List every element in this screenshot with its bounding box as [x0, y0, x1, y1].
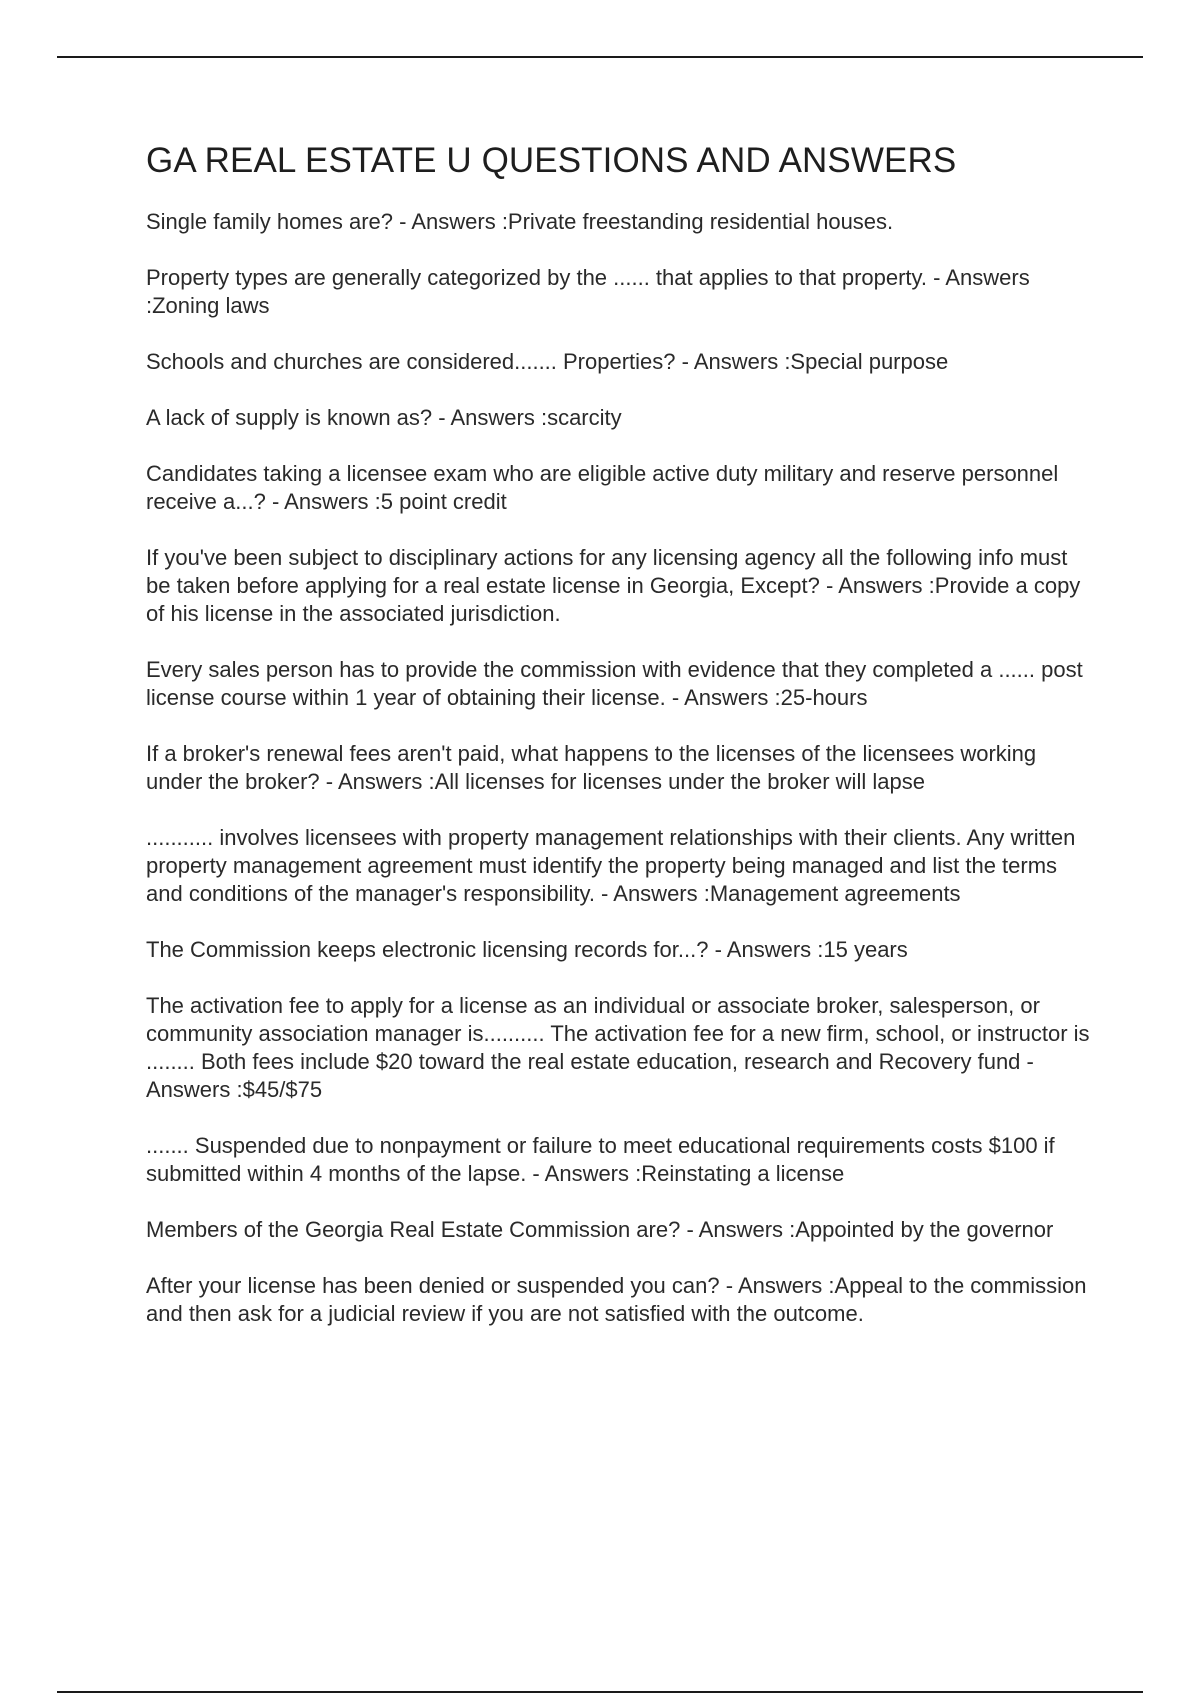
qa-item: The activation fee to apply for a license as an individual or associate broker, salesperson, or community association manager is.......... The activation fee for a new firm, school, or instructor is ........ Both fees include $20 toward the real estate education, research and Recovery fund - Answers :$45/$75 — [146, 993, 1090, 1102]
qa-item: Members of the Georgia Real Estate Commission are? - Answers :Appointed by the governor — [146, 1217, 1054, 1242]
document-body — [146, 140, 1096, 1356]
qa-item: ........... involves licensees with property management relationships with their clients. Any written property management agreement must identify the property being managed and list the terms and conditions of the manager's responsibility. - Answers :Management agreements — [146, 825, 1076, 906]
qa-list — [146, 208, 1096, 1328]
qa-item: After your license has been denied or suspended you can? - Answers :Appeal to the commission and then ask for a judicial review if you are not satisfied with the outcome. — [146, 1273, 1087, 1326]
qa-item: If you've been subject to disciplinary actions for any licensing agency all the following info must be taken before applying for a real estate license in Georgia, Except? - Answers :Provide a copy of his license in the associated jurisdiction. — [146, 545, 1081, 626]
qa-item: A lack of supply is known as? - Answers :scarcity — [146, 405, 622, 430]
bottom-rule — [57, 1691, 1143, 1693]
qa-item: If a broker's renewal fees aren't paid, what happens to the licenses of the licensees working under the broker? - Answers :All licenses for licenses under the broker will lapse — [146, 741, 1037, 794]
qa-item: Single family homes are? - Answers :Private freestanding residential houses. — [146, 209, 894, 234]
qa-item: The Commission keeps electronic licensing records for...? - Answers :15 years — [146, 937, 908, 962]
qa-item: Schools and churches are considered....... Properties? - Answers :Special purpose — [146, 349, 949, 374]
qa-item: Property types are generally categorized by the ...... that applies to that property. - Answers :Zoning laws — [146, 265, 1030, 318]
document-title: GA REAL ESTATE U QUESTIONS AND ANSWERS — [146, 141, 957, 180]
top-rule — [57, 56, 1143, 58]
qa-item: Candidates taking a licensee exam who are eligible active duty military and reserve personnel receive a...? - Answers :5 point credit — [146, 461, 1059, 514]
qa-item: Every sales person has to provide the commission with evidence that they completed a ...... post license course within 1 year of obtaining their license. - Answers :25-hours — [146, 657, 1083, 710]
qa-item: ....... Suspended due to nonpayment or failure to meet educational requirements costs $100 if submitted within 4 months of the lapse. - Answers :Reinstating a license — [146, 1133, 1055, 1186]
